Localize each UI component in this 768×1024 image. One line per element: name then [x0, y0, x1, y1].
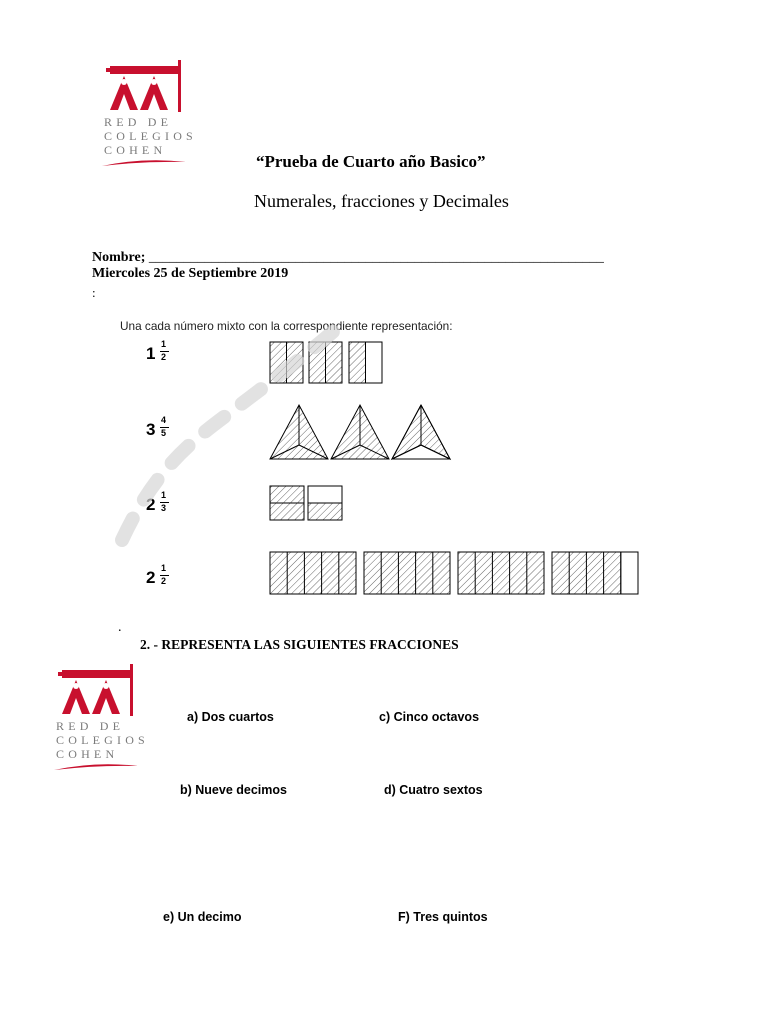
exercise-item-f: F) Tres quintos — [398, 910, 488, 924]
school-logo-2 — [56, 662, 149, 774]
name-blank-line: _________________________________________________________________ — [148, 250, 604, 265]
exercise2-heading: 2. - REPRESENTA LAS SIGUIENTES FRACCIONES — [140, 637, 459, 652]
page-subtitle: Numerales, fracciones y Decimales — [254, 191, 509, 211]
school-logo — [104, 58, 197, 170]
logo-text-line-1: RED DE — [56, 719, 125, 733]
exercise-item-c: c) Cinco octavos — [379, 710, 480, 724]
logo-text-line-3: COHEN — [104, 143, 167, 157]
logo-swoosh-icon — [100, 158, 188, 168]
logo-text-line-1: RED DE — [104, 115, 173, 129]
logo-swoosh-icon — [52, 762, 140, 772]
exercise-item-a: a) Dos cuartos — [187, 710, 274, 724]
figure-row-4-bars — [270, 552, 638, 594]
name-field — [92, 250, 604, 266]
logo-text-line-3: COHEN — [56, 747, 119, 761]
date-line: Miercoles 25 de Septiembre 2019 — [92, 266, 289, 281]
exercise-item-e: e) Un decimo — [163, 910, 242, 924]
exercise1-instruction: Una cada número mixto con la correspondiente representación: — [120, 319, 453, 333]
bullet-dot: . — [118, 620, 122, 635]
watermark-icon — [110, 320, 350, 550]
exercise-item-d: d) Cuatro sextos — [384, 783, 483, 797]
colon-mark: : — [92, 285, 96, 300]
logo-text-line-2: COLEGIOS — [56, 733, 149, 747]
page-title: “Prueba de Cuarto año Basico” — [256, 152, 486, 171]
logo-emblem-icon — [56, 662, 138, 718]
exercise-item-b: b) Nueve decimos — [180, 783, 287, 797]
logo-emblem-icon — [104, 58, 186, 114]
name-label: Nombre; — [92, 250, 149, 265]
logo-text-line-2: COLEGIOS — [104, 129, 197, 143]
